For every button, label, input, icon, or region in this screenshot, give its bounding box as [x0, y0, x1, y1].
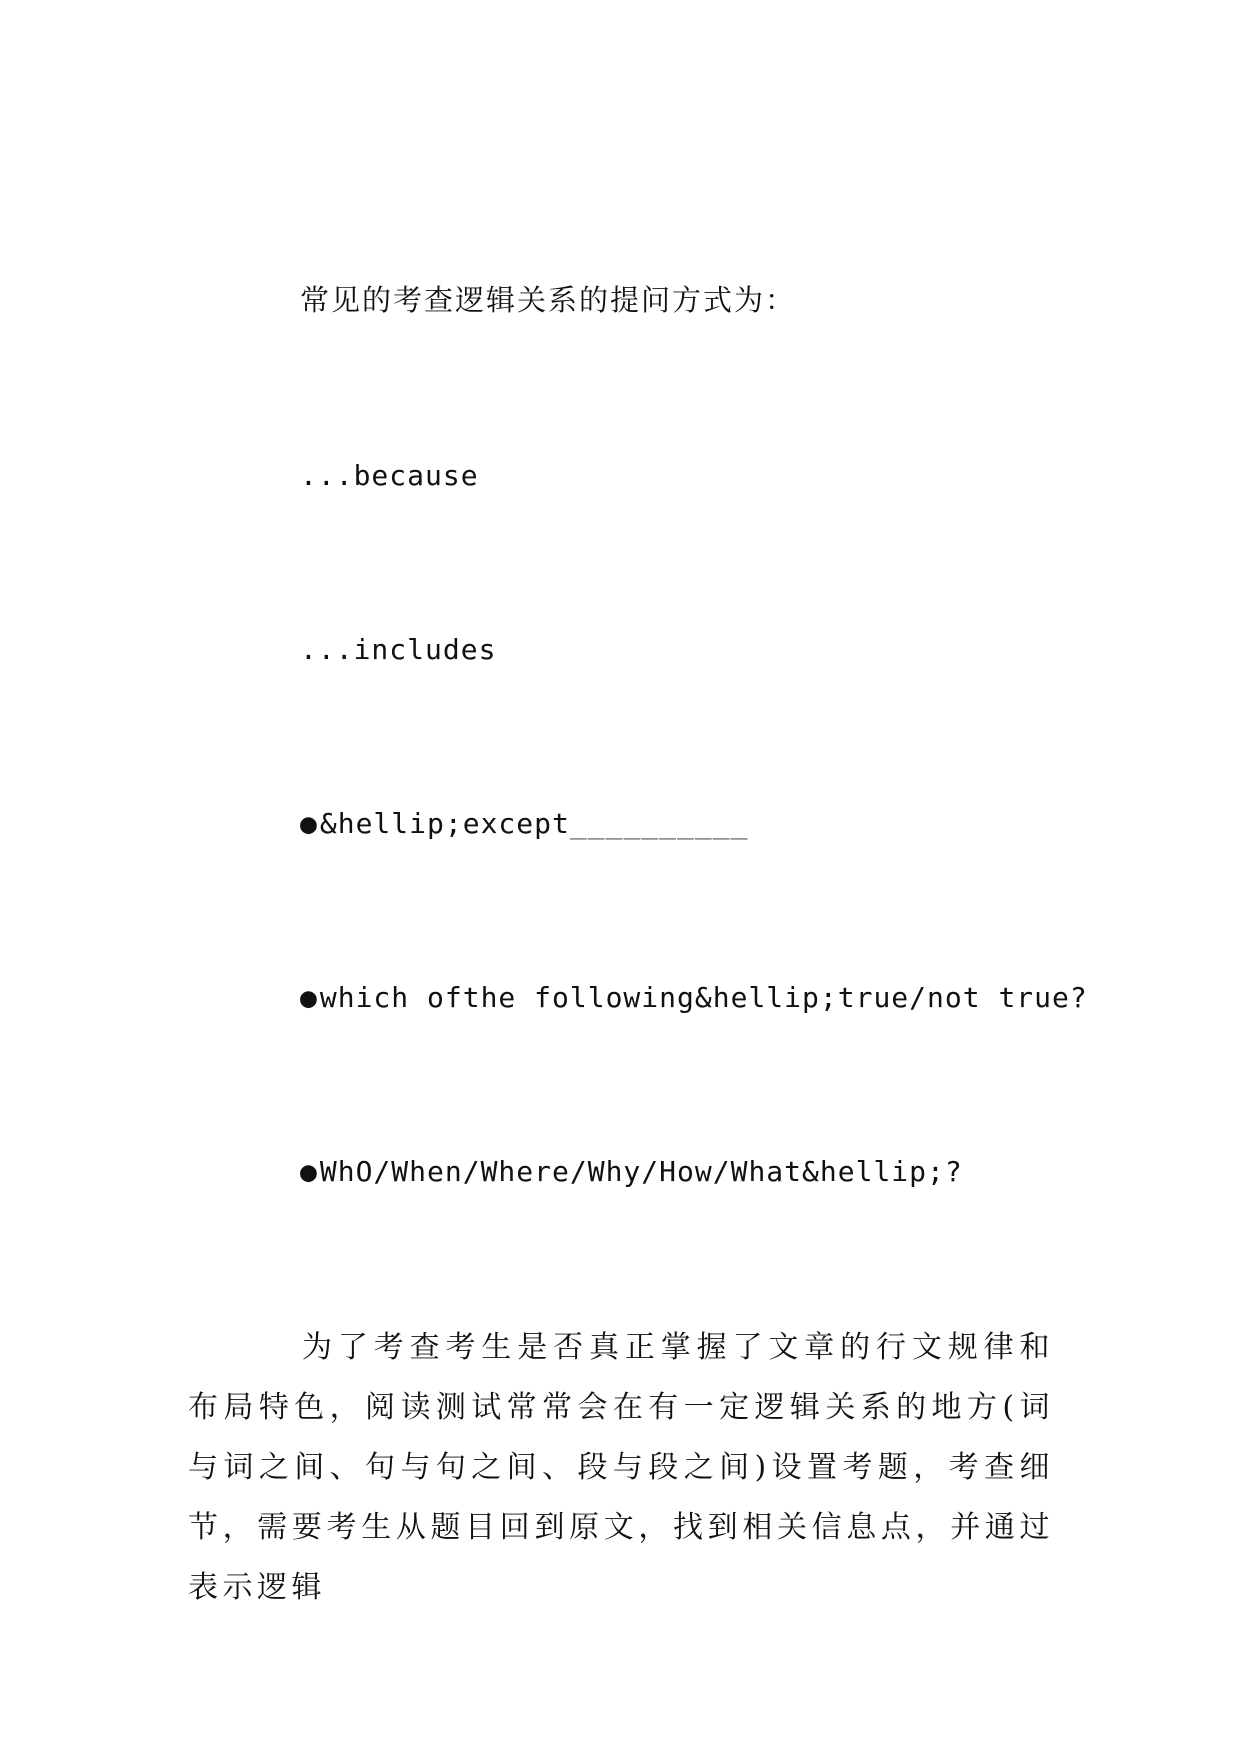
- list-item-which-of-the-following: [300, 978, 1088, 1018]
- intro-line: 常见的考查逻辑关系的提问方式为：: [300, 283, 797, 317]
- list-item-except: [300, 804, 748, 844]
- list-item-text: which ofthe following&hellip;true/not true?: [319, 981, 1088, 1014]
- bullet-icon: ●: [300, 807, 318, 840]
- bullet-icon: ●: [300, 981, 318, 1014]
- bullet-icon: ●: [300, 1155, 318, 1188]
- blank-line: __________: [569, 807, 749, 840]
- list-item-text: &hellip;except: [319, 807, 570, 840]
- list-item-because: ...because: [300, 459, 479, 492]
- body-paragraph: 为了考查考生是否真正掌握了文章的行文规律和布局特色，阅读测试常常会在有一定逻辑关系的地方(词与词之间、句与句之间、段与段之间)设置考题，考查细节，需要考生从题目回到原文，找到相关信息点，并通过表示逻辑: [188, 1330, 1054, 1605]
- list-item-wh-questions: [300, 1152, 963, 1192]
- list-item-text: WhO/When/Where/Why/How/What&hellip;?: [319, 1155, 963, 1188]
- list-item-includes: ...includes: [300, 633, 497, 666]
